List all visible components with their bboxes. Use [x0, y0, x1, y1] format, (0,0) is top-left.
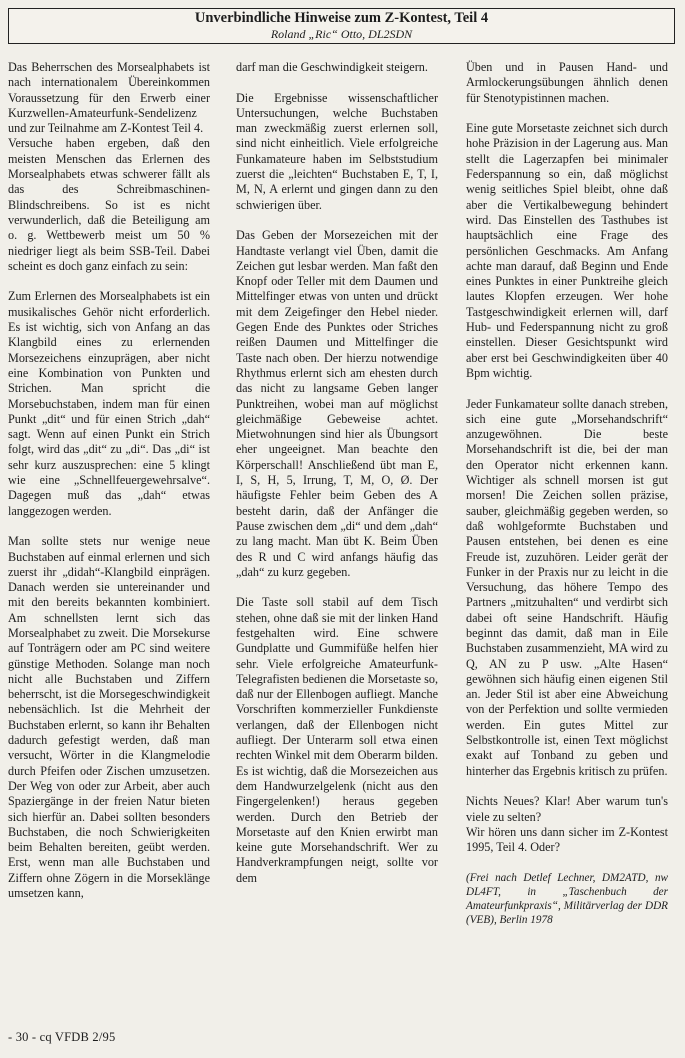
paragraph: Die Ergebnisse wissenschaftlicher Untersuchungen, welche Buchstaben man zweckmäßig zuerst erlernen soll, sind nicht einheitlich. Viele erfolgreiche Funkamateure haben im Selbststudium zuerst die „leichten“ Buchstaben E, T, I, M, N, A erlernt und gingen dann zu den schwierigen über. — [236, 90, 438, 212]
paragraph: Nichts Neues? Klar! Aber warum tun's viele zu selten? — [466, 794, 668, 824]
paragraph: Das Beherrschen des Morsealphabets ist nach internationalem Übereinkommen Voraussetzung für den Erwerb einer Kurzwellen-Amateurfunk-Sendelizenz und zur Teilnahme am Z-Kontest Teil 4. — [8, 60, 210, 136]
paragraph: Man sollte stets nur wenige neue Buchstaben auf einmal erlernen und sich zuerst ihr „didah“-Klangbild einprägen. Danach werden sie untereinander und mit den bereits bekannten kombiniert. Am schnellsten lernt sich das Morsealphabet zu zweit. Die Morsekurse auf Tonträgern oder am PC sind weitere günstige Methoden. Solange man noch nicht alle Buchstaben und Ziffern beherrscht, ist die Morsegeschwindigkeit nebensächlich. Ist die Mehrheit der Buchstaben erlernt, so kann ihr Behalten dadurch gefestigt werden, daß man versucht, Wörter in die Klangmelodie durch Pfeifen oder Zischen umzusetzen. Der Weg von oder zur Arbeit, aber auch Spaziergänge in der freien Natur bieten sich hierfür an. Dabei sollten besonders Buchstaben, die noch Schwierigkeiten beim Behalten bereiten, geübt werden. Erst, wenn man alle Buchstaben und Ziffern ohne Zögern in die Morseklänge umsetzen kann, — [8, 534, 210, 901]
text-column-1 — [8, 60, 210, 917]
article-title: Unverbindliche Hinweise zum Z-Kontest, Teil 4 — [194, 10, 489, 26]
paragraph: Eine gute Morsetaste zeichnet sich durch hohe Präzision in der Lagerung aus. Man stellt die Lagerzapfen bei minimaler Federspannung so ein, daß möglichst wenig seitliches Spiel bleibt, ohne daß aber die Vertikalbewegung behindert wird. Das Einstellen des Tasthubes ist hauptsächlich eine Frage des persönlichen Geschmacks. Am Anfang achte man darauf, daß Beginn und Ende eines Punktes in einer Punktreihe gleich lautes Klopfen erzeugen. Wer hohe Tastgeschwindigkeit erlernen will, darf Hub- und Federspannung nicht zu groß einstellen. Dieser Gesichtspunkt wird aber erst bei Geschwindigkeiten über 40 Bpm wichtig. — [466, 121, 668, 380]
source-credit: (Frei nach Detlef Lechner, DM2ATD, nw DL4FT, in „Taschenbuch der Amateurfunkpraxis“, Militärverlag der DDR (VEB), Berlin 1978 — [466, 871, 668, 926]
paragraph: Jeder Funkamateur sollte danach streben, sich eine gute „Morsehandschrift“ anzugewöhnen. Die beste Morsehandschrift ist die, bei der man den Operator nicht erkennen kann. Wichtiger als schnell morsen ist gut morsen! Die Zeichen sollen präzise, sauber, gleichmäßig gegeben werden, so daß wohlgeformte Buchstaben und Pausen entstehen, bei denen es eine Freude ist, zuzuhören. Leider gerät der Funker in der Praxis nur zu leicht in die Versuchung, das höhere Tempo des Partners „mitzuhalten“ und verdirbt sich dabei oft seine Handschrift. Häufig beginnt das damit, daß man in Eile Buchstaben zusammenzieht, MA wird zu Q, AN zu P usw. „Alte Hasen“ gewöhnen sich häufig einen eigenen Stil an. Jeder Stil ist aber eine Abweichung von der Perfektion und sollte vermieden werden. Ein gutes Mittel zur Selbstkontrolle ist, einen Text möglichst exakt auf Tonband zu geben und hinterher das Ergebnis kritisch zu prüfen. — [466, 396, 668, 778]
paragraph: Versuche haben ergeben, daß den meisten Menschen das Erlernen des Morsealphabets etwas schwerer fällt als das des Schreibmaschinen-Blindschreibens. So ist es nicht verwunderlich, daß die Beteiligung am o. g. Wettbewerb meist um 50 % niedriger liegt als beim SSB-Teil. Dabei scheint es doch ganz einfach zu sein: — [8, 136, 210, 273]
text-column-3 — [466, 60, 668, 927]
paragraph: Wir hören uns dann sicher im Z-Kontest 1995, Teil 4. Oder? — [466, 824, 668, 855]
article-author: Roland „Ric“ Otto, DL2SDN — [270, 27, 413, 41]
paragraph: Zum Erlernen des Morsealphabets ist ein musikalisches Gehör nicht erforderlich. Es ist wichtig, sich von Anfang an das Klangbild eines zu erlernenden Morsezeichens einzuprägen, aber nicht eine Kombination von Punkten und Strichen. Man spricht die Morsebuchstaben, indem man für einen Punkt „dit“ und für einen Strich „dah“ sagt. Wenn auf einen Punkt ein Strich folgt, wird das „dit“ zu „di“. Das „di“ ist sehr kurz auszusprechen: eine 5 klingt wie eine „Schnellfeuergewehrsalve“. Dagegen muß das „dah“ etwas langgezogen werden. — [8, 289, 210, 518]
page-footer: - 30 - cq VFDB 2/95 — [8, 1030, 116, 1044]
paragraph: Das Geben der Morsezeichen mit der Handtaste verlangt viel Üben, damit die Zeichen gut lesbar werden. Man faßt den Knopf oder Teller mit dem Daumen und Mittelfinger etwas von unten und drückt mit dem Zeigefinger den Hebel nieder. Gegen Ende des Punktes oder Striches reißen Daumen und Mittelfinger die Taste nach oben. Der hierzu notwendige Rhythmus erlernt sich am ehesten durch das nicht zu langsame Geben langer Punktreihen, wobei man auf möglichst gleichmäßige Gebeweise achtet. Mietwohnungen sind hier als Übungsort eher ungeeignet. Man beachte den Körperschall! Anschließend übt man E, I, S, H, 5, Irrung, T, M, O, Ø. Der häufigste Fehler beim Geben des A besteht darin, daß der Anfänger die Pause zwischen dem „di“ und dem „dah“ zu lang macht. Man übt K. Beim Üben des R und C wird anfangs häufig das „dah“ zu kurz gegeben. — [236, 228, 438, 579]
text-column-2 — [236, 60, 438, 901]
paragraph: Üben und in Pausen Hand- und Armlockerungsübungen ähnlich denen für Stenotypistinnen machen. — [466, 60, 668, 105]
article-header — [8, 8, 675, 44]
paragraph: Die Taste soll stabil auf dem Tisch stehen, ohne daß sie mit der linken Hand festgehalten wird. Eine schwere Gundplatte und Gummifüße helfen hier sehr. Viele erfolgreiche Amateurfunk-Telegrafisten bedienen die Morsetaste so, daß nur der Ellenbogen aufliegt. Manche Vorschriften kommerzieller Funkdienste verlangen, daß der Ellenbogen nicht aufliegt. Der Unterarm soll etwa einen rechten Winkel mit dem Oberarm bilden. Es ist wichtig, daß die Morsezeichen aus dem Handwurzelgelenk (nicht aus den Fingergelenken!) heraus gegeben werden. Durch den Betrieb der Morsetaste auf den Knien erwirbt man keine gute Morsehandschrift. Wer zu Handverkrampfungen neigt, sollte vor dem — [236, 595, 438, 885]
paragraph: darf man die Geschwindigkeit steigern. — [236, 60, 428, 74]
